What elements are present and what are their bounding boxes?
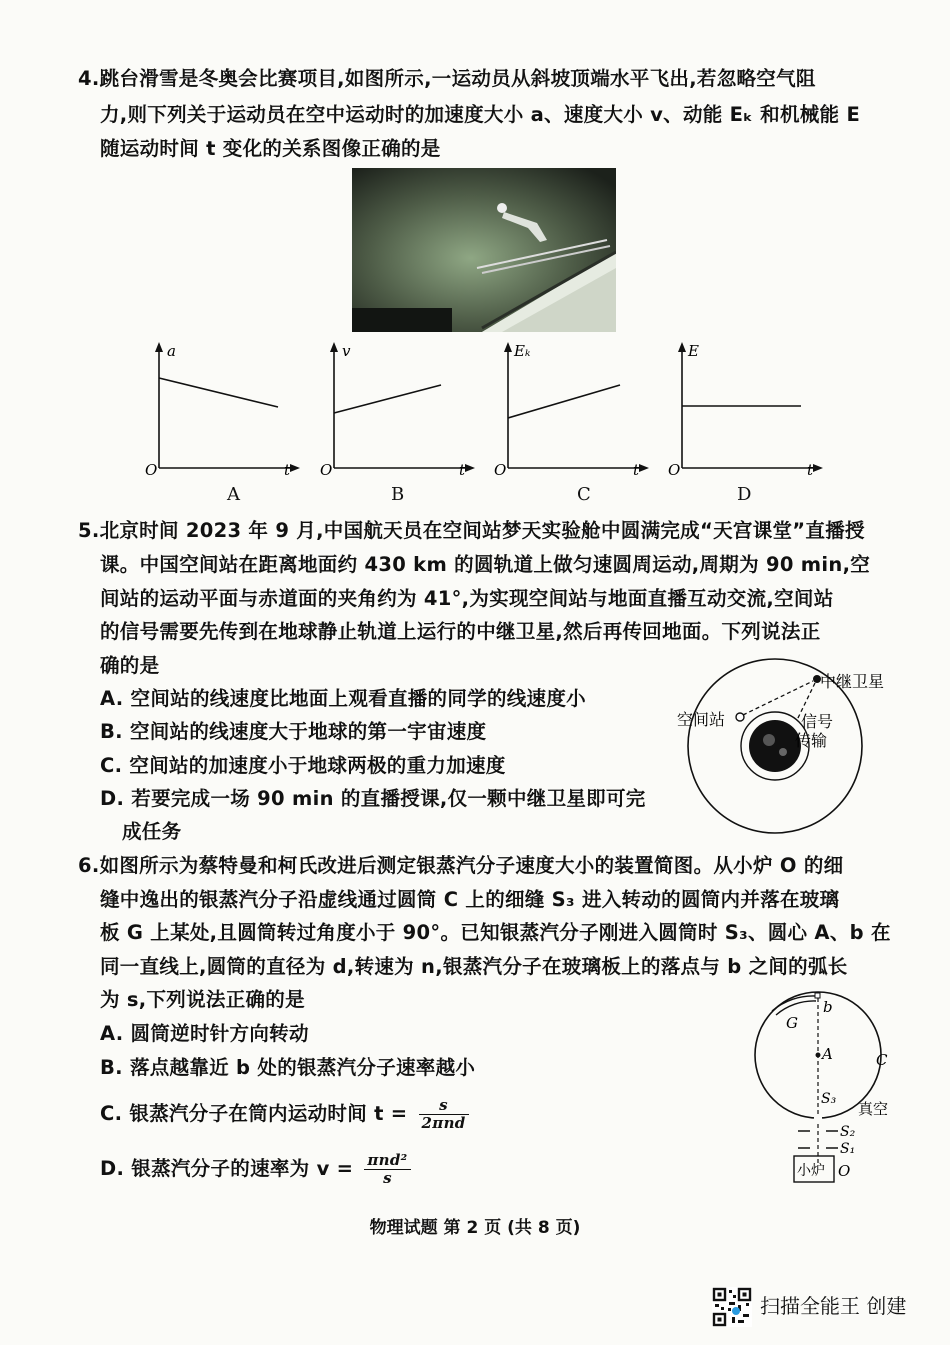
slit-s3-label: S₃ xyxy=(821,1091,837,1107)
graph-d xyxy=(668,340,828,480)
graph-b-label: B xyxy=(391,484,405,505)
glass-plate-label: G xyxy=(786,1014,798,1032)
cylinder-c-label: C xyxy=(876,1051,888,1069)
signal-label-2: 传输 xyxy=(795,731,828,750)
q5-line2: 课。中国空间站在距离地面约 430 km 的圆轨道上做匀速圆周运动,周期为 90 min,空 xyxy=(100,553,871,576)
q4-line2: 力,则下列关于运动员在空中运动时的加速度大小 a、速度大小 v、动能 Eₖ 和机械能 E xyxy=(100,103,861,126)
q5-line4: 的信号需要先传到在地球静止轨道上运行的中继卫星,然后再传回地面。下列说法正 xyxy=(100,620,821,643)
slit-s2-label: S₂ xyxy=(840,1124,856,1140)
q6-option-c-text: C. 银蒸汽分子在筒内运动时间 t = xyxy=(100,1102,408,1125)
q6-option-c-numerator: s xyxy=(419,1097,469,1115)
q6-option-c-denominator: 2πnd xyxy=(421,1114,466,1132)
q6-option-a: A. 圆筒逆时针方向转动 xyxy=(100,1022,309,1045)
graph-c-xlabel: t xyxy=(633,461,640,479)
q5-option-b: B. 空间站的线速度大于地球的第一宇宙速度 xyxy=(100,720,487,743)
q6-line1: 6.如图所示为蔡特曼和柯氏改进后测定银蒸汽分子速度大小的装置简图。从小炉 O 的细 xyxy=(78,854,844,877)
space-station-label: 空间站 xyxy=(677,710,726,729)
page-footer: 物理试题 第 2 页 (共 8 页) xyxy=(369,1218,581,1238)
q6-option-b: B. 落点越靠近 b 处的银蒸汽分子速率越小 xyxy=(100,1056,476,1079)
graph-b xyxy=(320,340,480,480)
q6-option-c xyxy=(100,1097,469,1132)
q5-option-d-line2: 成任务 xyxy=(122,820,182,843)
graph-c-ylabel: Eₖ xyxy=(514,342,531,360)
q6-option-d xyxy=(100,1152,411,1187)
graph-d-label: D xyxy=(737,484,752,505)
graph-a-ylabel: a xyxy=(167,342,176,360)
q4-line3: 随运动时间 t 变化的关系图像正确的是 xyxy=(100,137,441,160)
graph-a-xlabel: t xyxy=(284,461,291,479)
q5-option-c: C. 空间站的加速度小于地球两极的重力加速度 xyxy=(100,754,506,777)
graph-d-ylabel: E xyxy=(688,342,699,360)
graph-a-label: A xyxy=(227,484,240,505)
q6-line4: 同一直线上,圆筒的直径为 d,转速为 n,银蒸汽分子在玻璃板上的落点与 b 之间的弧长 xyxy=(100,955,848,978)
q6-line2: 缝中逸出的银蒸汽分子沿虚线通过圆筒 C 上的细缝 S₃ 进入转动的圆筒内并落在玻璃 xyxy=(100,888,840,911)
scanner-watermark: 扫描全能王 创建 xyxy=(760,1294,907,1318)
q6-line3: 板 G 上某处,且圆筒转过角度小于 90°。已知银蒸汽分子刚进入圆筒时 S₃、圆心 A、b 在 xyxy=(100,921,891,944)
oven-label: 小炉 xyxy=(797,1163,825,1179)
graph-c xyxy=(494,340,654,480)
relay-satellite-label: 中继卫星 xyxy=(820,672,885,691)
q5-line3: 间站的运动平面与赤道面的夹角约为 41°,为实现空间站与地面直播互动交流,空间站 xyxy=(100,587,834,610)
q6-option-d-text: D. 银蒸汽分子的速率为 v = xyxy=(100,1157,354,1180)
slit-s1-label: S₁ xyxy=(840,1141,856,1157)
graph-c-origin: O xyxy=(494,461,507,479)
graph-b-origin: O xyxy=(320,461,333,479)
q6-option-d-denominator: s xyxy=(383,1169,392,1187)
orbit-diagram xyxy=(665,654,905,834)
ski-jump-photo xyxy=(352,168,616,332)
q6-option-d-numerator: πnd² xyxy=(364,1152,410,1170)
q6-line5: 为 s,下列说法正确的是 xyxy=(100,988,305,1011)
q5-option-a: A. 空间站的线速度比地面上观看直播的同学的线速度小 xyxy=(100,687,586,710)
qr-code-icon xyxy=(712,1287,752,1327)
graph-a xyxy=(145,340,305,480)
signal-label-1: 信号 xyxy=(801,712,834,731)
q5-line1: 5.北京时间 2023 年 9 月,中国航天员在空间站梦天实验舱中圆满完成“天宫课堂”直播授 xyxy=(78,519,865,542)
graph-b-ylabel: v xyxy=(342,342,351,360)
graph-d-xlabel: t xyxy=(807,461,814,479)
graph-c-label: C xyxy=(577,484,591,505)
graph-b-xlabel: t xyxy=(459,461,466,479)
graph-a-origin: O xyxy=(145,461,158,479)
graph-d-origin: O xyxy=(668,461,681,479)
oven-o-label: O xyxy=(838,1162,851,1180)
q4-line1: 4.跳台滑雪是冬奥会比赛项目,如图所示,一运动员从斜坡顶端水平飞出,若忽略空气阻 xyxy=(78,67,816,90)
apparatus-diagram xyxy=(748,990,908,1190)
q5-line5: 确的是 xyxy=(100,654,160,677)
point-b-label: b xyxy=(823,998,833,1016)
vacuum-label: 真空 xyxy=(858,1100,889,1118)
q5-option-d-line1: D. 若要完成一场 90 min 的直播授课,仅一颗中继卫星即可完 xyxy=(100,787,646,810)
center-a-label: A xyxy=(822,1045,833,1063)
